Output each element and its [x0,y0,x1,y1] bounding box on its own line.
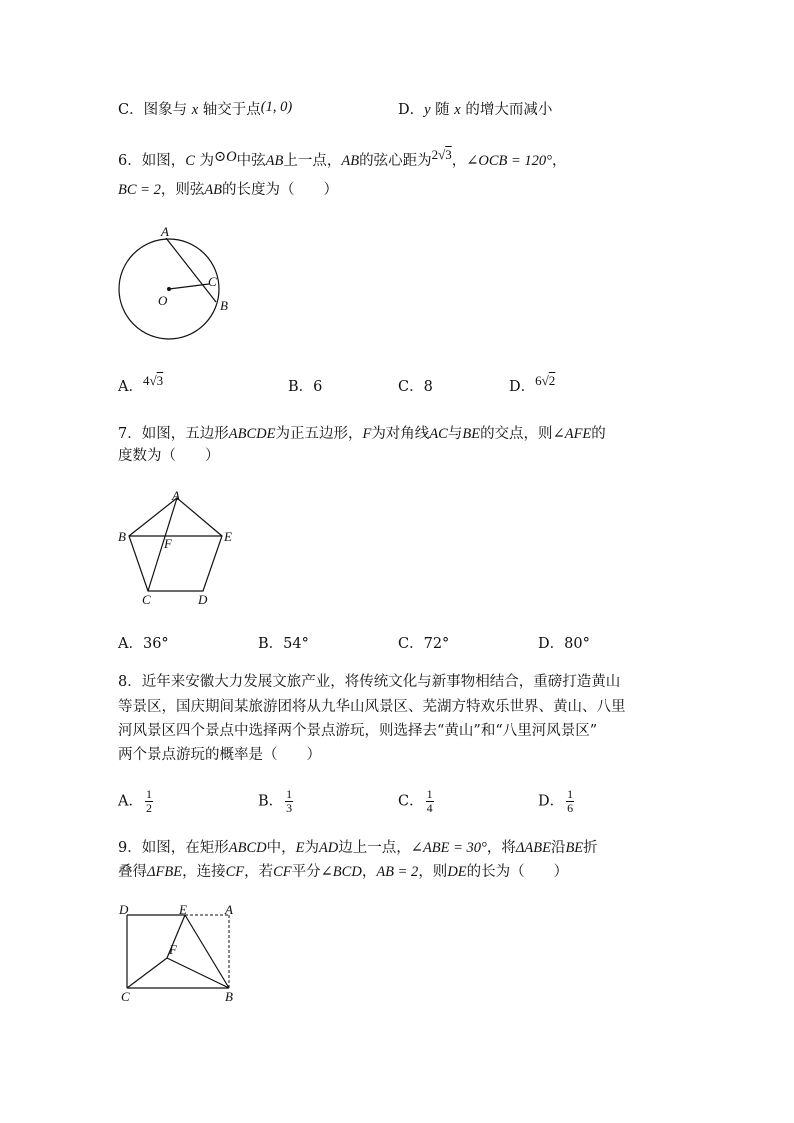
label-b: B [118,529,126,544]
q8-option-a: A． $\frac{1}{2}$ [118,787,152,815]
q6-circle-figure [110,225,250,350]
q8-option-c: C． $\frac{1}{4}$ [398,787,433,815]
q6-option-c: C．8 [398,379,433,395]
q6-distance-value: 2√3 [431,147,452,162]
q6-option-a: A．4√3 [118,373,164,395]
label-c: C [142,592,151,607]
q8-stem-line4: 两个景点游玩的概率是（ ） [118,747,321,763]
label-f: F [164,536,172,551]
q8-stem-line1: 8．近年来安徽大力发展文旅产业，将传统文化与新事物相结合，重磅打造黄山 [118,674,621,690]
label-e: E [224,529,232,544]
chord-ab [166,238,216,302]
q6-stem-line1: 6．如图，C 为⊙O中弦AB上一点，AB的弦心距为2√3，∠OCB = 120°， [118,147,567,169]
label-e: E [179,902,187,917]
q9-stem-line1: 9．如图，在矩形ABCD中，E为AD边上一点，∠ABE = 30°，将ΔABE沿BE折 [118,840,598,856]
label-d: D [198,592,208,607]
label-d: D [119,902,129,917]
label-b: B [225,989,233,1004]
segment-cf [127,958,167,988]
label-c: C [208,274,217,289]
q8-option-b: B． $\frac{1}{3}$ [258,787,293,815]
center-point [167,287,171,291]
q7-option-b: B．54° [258,636,309,652]
q7-pentagon-figure [115,488,245,608]
q6-option-b: B．6 [288,379,323,395]
pentagon-abcde [129,498,222,591]
q8-option-d: D． $\frac{1}{6}$ [538,787,574,815]
q7-option-c: C．72° [398,636,450,652]
q5-option-d: D．y 随 x 的增大而减小 [398,102,553,118]
label-a: A [172,488,180,503]
q7-stem-line1: 7．如图，五边形ABCDE为正五边形，F为对角线AC与BE的交点，则∠AFE的 [118,426,606,442]
q7-stem-line2: 度数为（ ） [118,448,220,464]
label-o: O [158,293,168,308]
label-b: B [220,298,228,313]
label-a: A [161,224,169,239]
segment-oc [169,284,209,289]
q8-stem-line3: 河风景区四个景点中选择两个景点游玩，则选择去“黄山”和“八里河风景区” [118,723,598,739]
q6-option-d: D．6√2 [509,373,556,395]
q5-point: (1, 0) [260,99,293,115]
q9-rectangle-figure [115,900,245,1008]
circle-symbol: ⊙ [214,149,227,165]
label-a: A [225,902,233,917]
q9-stem-line2: 叠得ΔFBE，连接CF，若CF平分∠BCD，AB = 2，则DE的长为（ ） [118,864,569,880]
q7-option-d: D．80° [538,636,590,652]
q6-stem-line2: BC = 2，则弦AB的长度为（ ） [118,182,339,198]
q7-option-a: A．36° [118,636,169,652]
diagonal-ac [148,498,177,591]
q5-option-c: C．图象与 x 轴交于点(1, 0) [118,99,293,118]
label-c: C [121,989,130,1004]
label-f: F [169,942,177,957]
q8-stem-line2: 等景区，国庆期间某旅游团将从九华山风景区、芜湖方特欢乐世界、黄山、八里 [118,699,626,715]
